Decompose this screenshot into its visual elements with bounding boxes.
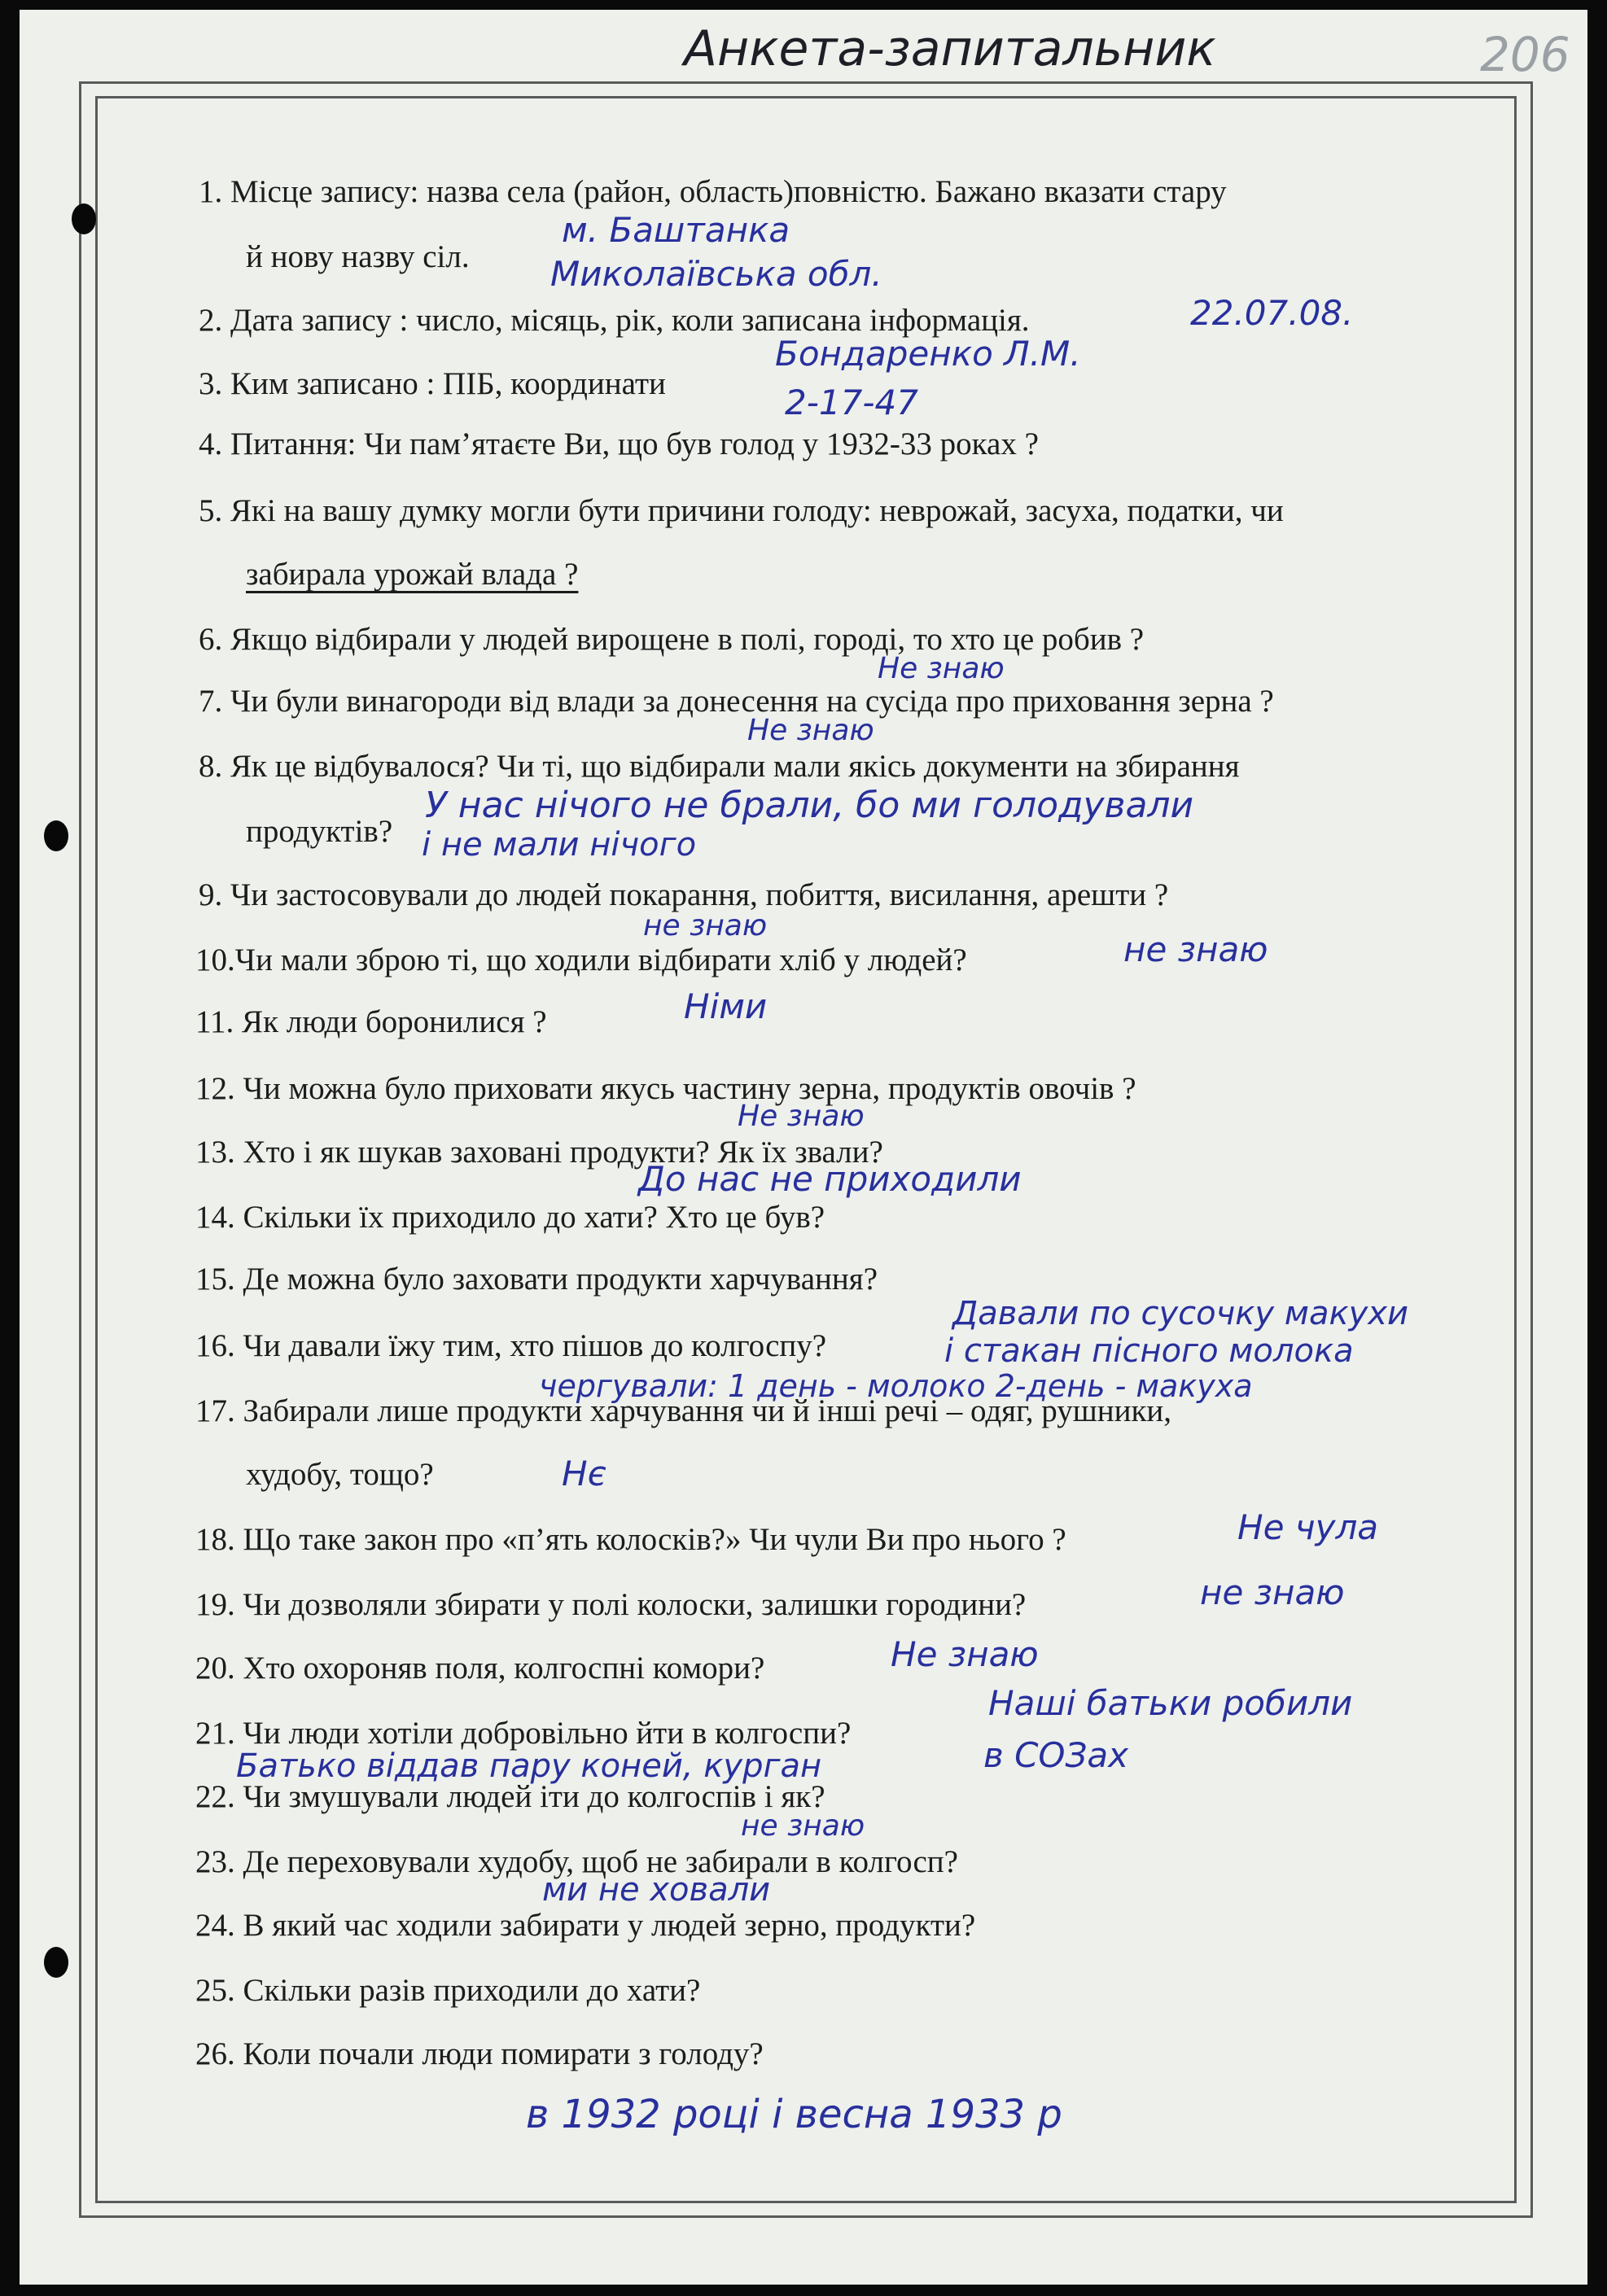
question-17: 17. Забирали лише продукти харчування чи й інші речі – одяг, рушники, <box>195 1393 1172 1428</box>
question-8-continued: продуктів? <box>246 814 393 849</box>
answer-16-line-1: Давали по сусочку макухи <box>952 1295 1408 1332</box>
answer-10: не знаю <box>1123 929 1268 969</box>
question-25: 25. Скільки разів приходили до хати? <box>195 1973 701 2008</box>
question-16: 16. Чи давали їжу тим, хто пішов до колгоспу? <box>195 1328 827 1363</box>
answer-19: не знаю <box>1200 1572 1345 1612</box>
question-14: 14. Скільки їх приходило до хати? Хто це був? <box>195 1200 825 1235</box>
question-12: 12. Чи можна було приховати якусь частину зерна, продуктів овочів ? <box>195 1071 1136 1106</box>
question-17-continued: худобу, тощо? <box>246 1457 434 1492</box>
answer-11: Німи <box>684 986 768 1026</box>
question-4: 4. Питання: Чи пам’ятаєте Ви, що був голод у 1932-33 роках ? <box>199 426 1039 461</box>
answer-16-line-3: чергували: 1 день - молоко 2-день - макуха <box>539 1368 1253 1404</box>
answer-26: в 1932 році і весна 1933 р <box>526 2092 1062 2137</box>
page-number: 206 <box>1480 27 1570 82</box>
question-11: 11. Як люди боронилися ? <box>195 1004 547 1039</box>
question-1-continued: й нову назву сіл. <box>246 239 470 274</box>
answer-3-line-1: Бондаренко Л.М. <box>775 334 1081 374</box>
answer-22-line-1: Батько віддав пару коней, курган <box>236 1747 822 1785</box>
punch-hole-top <box>72 203 96 234</box>
answer-22-line-2: не знаю <box>741 1809 865 1843</box>
punch-hole-middle <box>44 820 68 851</box>
question-20: 20. Хто охороняв поля, колгоспні комори? <box>195 1651 765 1686</box>
question-2: 2. Дата запису : число, місяць, рік, коли записана інформація. <box>199 303 1030 338</box>
answer-1-line-1: м. Баштанка <box>562 210 790 250</box>
answer-1-line-2: Миколаївська обл. <box>550 254 882 294</box>
question-22: 22. Чи змушували людей іти до колгоспів і як? <box>195 1779 825 1814</box>
answer-18: Не чула <box>1237 1507 1379 1547</box>
question-1: 1. Місце запису: назва села (район, область)повністю. Бажано вказати стару <box>199 174 1227 209</box>
answer-10-above: не знаю <box>643 909 768 942</box>
answer-20: Не знаю <box>891 1634 1039 1674</box>
question-9: 9. Чи застосовували до людей покарання, побиття, висилання, арешти ? <box>199 877 1169 912</box>
answer-17: Нє <box>562 1454 606 1493</box>
question-7: 7. Чи були винагороди від влади за донесення на сусіда про приховання зерна ? <box>199 684 1274 719</box>
answer-7: Не знаю <box>878 652 1005 685</box>
question-3: 3. Ким записано : ПІБ, координати <box>199 366 666 401</box>
answer-8-line-1: У нас нічого не брали, бо ми голодували <box>425 785 1194 826</box>
question-13: 13. Хто і як шукав заховані продукти? Як їх звали? <box>195 1135 883 1170</box>
answer-8-top: Не знаю <box>747 714 874 747</box>
question-18: 18. Що таке закон про «п’ять колосків?» Чи чули Ви про нього ? <box>195 1522 1066 1557</box>
question-5-continued: забирала урожай влада ? <box>246 557 579 592</box>
question-24: 24. В який час ходили забирати у людей зерно, продукти? <box>195 1908 976 1943</box>
answer-24: ми не ховали <box>542 1871 771 1909</box>
answer-3-line-2: 2-17-47 <box>785 383 918 422</box>
question-21: 21. Чи люди хотіли добровільно йти в колгоспи? <box>195 1716 852 1751</box>
question-6: 6. Якщо відбирали у людей вирощене в полі, городі, то хто це робив ? <box>199 622 1145 657</box>
answer-21-line-2: в СОЗах <box>983 1735 1129 1775</box>
question-19: 19. Чи дозволяли збирати у полі колоски, залишки городини? <box>195 1587 1027 1622</box>
answer-13: Не знаю <box>738 1100 865 1133</box>
questionnaire-title: Анкета-запитальник <box>684 20 1216 77</box>
answer-2: 22.07.08. <box>1190 293 1354 333</box>
answer-8-line-2: і не мали нічого <box>422 826 697 864</box>
punch-hole-bottom <box>44 1947 68 1978</box>
question-5: 5. Які на вашу думку могли бути причини голоду: неврожай, засуха, податки, чи <box>199 493 1284 528</box>
question-26: 26. Коли почали люди помирати з голоду? <box>195 2036 764 2071</box>
answer-16-line-2: і стакан пісного молока <box>944 1332 1354 1370</box>
answer-21-line-1: Наші батьки робили <box>988 1683 1353 1723</box>
question-10: 10.Чи мали зброю ті, що ходили відбирати хліб у людей? <box>195 942 967 977</box>
question-23: 23. Де переховували худобу, щоб не забирали в колгосп? <box>195 1844 958 1879</box>
question-8: 8. Як це відбувалося? Чи ті, що відбирали мали якісь документи на збирання <box>199 749 1240 784</box>
question-15: 15. Де можна було заховати продукти харчування? <box>195 1262 878 1297</box>
answer-14: До нас не приходили <box>638 1159 1022 1199</box>
